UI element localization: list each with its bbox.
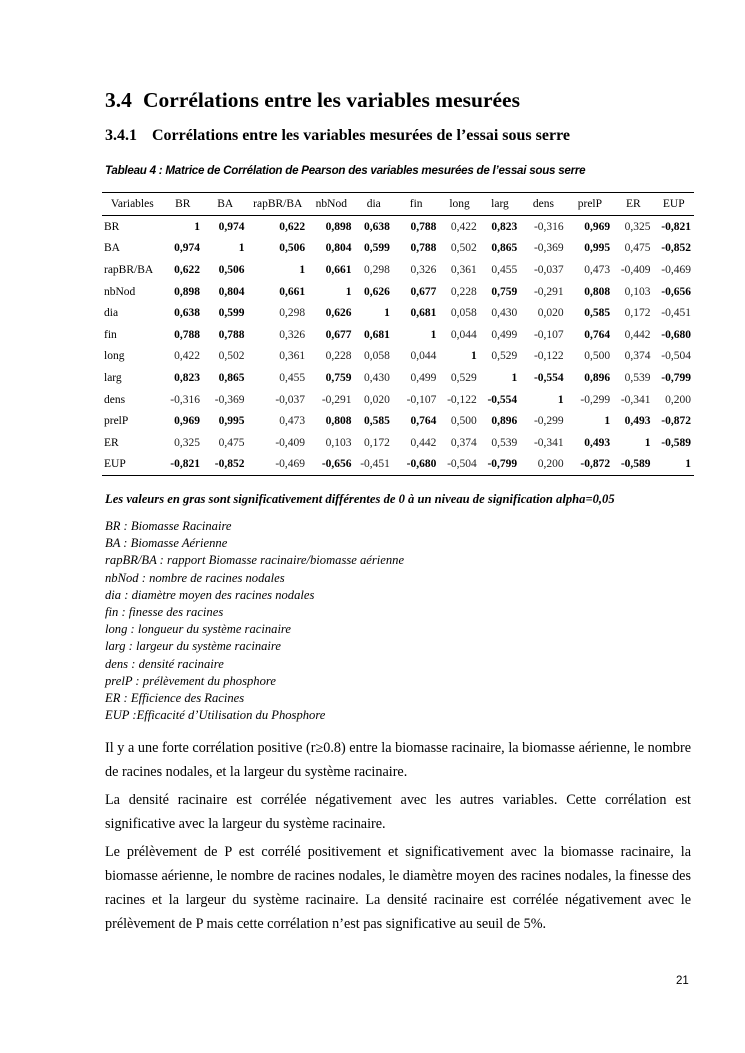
correlation-cell: 0,622 (174, 263, 201, 276)
legend-item: prelP : prélèvement du phosphore (105, 673, 276, 688)
correlation-cell: 0,020 (364, 393, 390, 406)
correlation-cell: 1 (238, 242, 245, 255)
correlation-cell: 0,896 (491, 415, 518, 428)
section-heading (105, 88, 520, 113)
row-label: prelP (104, 415, 129, 428)
correlation-cell: 0,788 (410, 220, 437, 233)
legend-item: nbNod : nombre de racines nodales (105, 570, 285, 585)
correlation-cell: 0,539 (624, 371, 651, 384)
table-row (102, 454, 694, 476)
correlation-cell: 0,475 (218, 436, 245, 449)
correlation-cell: 0,499 (491, 328, 518, 341)
legend-item: EUP :Efficacité d’Utilisation du Phosphore (105, 708, 326, 723)
correlation-cell: 0,103 (624, 285, 651, 298)
correlation-cell: 0,865 (491, 242, 518, 255)
legend-item: BR : Biomasse Racinaire (105, 519, 232, 533)
correlation-cell: 1 (471, 350, 477, 363)
correlation-cell: -0,821 (163, 454, 203, 476)
correlation-cell: 0,759 (325, 371, 352, 384)
correlation-cell: -0,680 (393, 454, 439, 476)
correlation-cell: -0,341 (620, 393, 651, 406)
correlation-cell: 0,788 (218, 328, 245, 341)
paragraph-1: Il y a une forte corrélation positive (r≥0.8) entre la biomasse racinaire, la biomasse aérienne, le nombre de racines nodales, et la largeur du système racinaire. (105, 740, 691, 780)
correlation-cell: 1 (299, 263, 306, 276)
correlation-cell: 0,764 (584, 328, 611, 341)
correlation-cell: 0,681 (410, 307, 437, 320)
column-header: prelP (567, 193, 613, 216)
correlation-cell: 0,585 (584, 307, 611, 320)
table-row (102, 324, 694, 346)
correlation-cell: 0,898 (174, 285, 201, 298)
correlation-cell: 0,823 (174, 371, 201, 384)
correlation-cell: -0,409 (620, 263, 651, 276)
column-header: ER (613, 193, 653, 216)
correlation-cell: -0,656 (308, 454, 354, 476)
table-row (102, 216, 694, 238)
correlation-matrix-table (102, 192, 694, 476)
correlation-cell: -0,291 (533, 285, 564, 298)
column-header: nbNod (308, 193, 354, 216)
table-row (102, 302, 694, 324)
section-number: 3.4 (105, 88, 132, 112)
abbreviations-legend (105, 518, 404, 724)
correlation-cell: 0,969 (174, 415, 201, 428)
row-label: ER (104, 436, 119, 449)
correlation-cell: -0,680 (661, 328, 691, 341)
correlation-cell: -0,299 (580, 393, 611, 406)
correlation-cell: 0,298 (364, 263, 390, 276)
column-header: BR (163, 193, 203, 216)
column-header: long (439, 193, 479, 216)
table-header-row (102, 193, 694, 216)
correlation-cell: 1 (194, 220, 201, 233)
correlation-cell: 1 (430, 328, 437, 341)
correlation-cell: -0,107 (406, 393, 437, 406)
correlation-cell: 0,506 (279, 242, 306, 255)
row-label: fin (104, 328, 117, 341)
table-row (102, 432, 694, 454)
correlation-cell: 0,430 (364, 371, 390, 384)
correlation-cell: 0,493 (584, 436, 611, 449)
correlation-cell: 0,808 (325, 415, 352, 428)
correlation-cell: -0,504 (439, 454, 479, 476)
correlation-cell: 0,804 (218, 285, 245, 298)
correlation-cell: 0,638 (364, 220, 390, 233)
correlation-cell: 1 (557, 393, 564, 406)
correlation-cell: 0,442 (624, 328, 651, 341)
correlation-cell: 1 (511, 371, 518, 384)
column-header: rapBR/BA (247, 193, 308, 216)
correlation-cell: 0,325 (174, 436, 201, 449)
correlation-cell: 0,044 (410, 350, 437, 363)
legend-item: dia : diamètre moyen des racines nodales (105, 587, 315, 602)
correlation-cell: 0,599 (364, 242, 390, 255)
correlation-cell: -0,316 (533, 220, 564, 233)
correlation-cell: 0,430 (491, 307, 518, 320)
legend-item: larg : largeur du système racinaire (105, 639, 281, 654)
correlation-cell: 0,823 (491, 220, 518, 233)
correlation-cell: 0,228 (450, 285, 477, 298)
row-label: BR (104, 220, 120, 233)
correlation-cell: 0,374 (624, 350, 651, 363)
correlation-cell: 0,764 (410, 415, 437, 428)
correlation-cell: 0,599 (218, 307, 245, 320)
correlation-cell: 0,539 (491, 436, 518, 449)
correlation-cell: -0,852 (203, 454, 247, 476)
page-number: 21 (676, 975, 689, 987)
correlation-cell: 0,473 (279, 415, 306, 428)
row-label: dens (104, 393, 126, 406)
table-row (102, 281, 694, 303)
correlation-cell: 0,529 (491, 350, 518, 363)
column-header-variables: Variables (102, 193, 163, 216)
correlation-cell: 0,788 (174, 328, 201, 341)
correlation-cell: 0,475 (624, 242, 651, 255)
correlation-cell: -0,821 (661, 220, 691, 233)
correlation-cell: 0,622 (279, 220, 306, 233)
correlation-cell: 0,759 (491, 285, 518, 298)
correlation-cell: 0,626 (364, 285, 390, 298)
subsection-title: Corrélations entre les variables mesurées de l’essai sous serre (152, 127, 570, 144)
correlation-cell: -0,409 (275, 436, 306, 449)
legend-item: BA : Biomasse Aérienne (105, 536, 228, 551)
correlation-cell: 0,788 (410, 242, 437, 255)
row-label: larg (104, 371, 122, 384)
correlation-cell: -0,451 (355, 454, 393, 476)
correlation-cell: -0,554 (533, 371, 564, 384)
correlation-cell: 0,974 (218, 220, 245, 233)
correlation-cell: -0,504 (661, 350, 691, 363)
correlation-cell: 0,200 (665, 393, 691, 406)
correlation-cell: 0,422 (174, 350, 201, 363)
correlation-cell: 0,374 (450, 436, 477, 449)
correlation-cell: -0,469 (247, 454, 308, 476)
table-caption: Tableau 4 : Matrice de Corrélation de Pearson des variables mesurées de l’essai sous serre (105, 164, 586, 177)
correlation-cell: 0,677 (325, 328, 352, 341)
correlation-cell: -0,122 (447, 393, 477, 406)
correlation-cell: 0,681 (364, 328, 390, 341)
correlation-cell: 0,995 (218, 415, 245, 428)
correlation-cell: -0,451 (661, 307, 691, 320)
correlation-cell: -0,799 (480, 454, 520, 476)
paragraph-3: Le prélèvement de P est corrélé positivement et significativement avec la biomasse racinaire, la biomasse aérienne, le nombre de racines nodales, le diamètre moyen des racines nodales, la finesse des racines et la largeur du système racinaire. La densité racinaire est corrélée négativement avec le prélèvement de P mais cette corrélation n’est pas significative au seuil de 5%. (105, 844, 691, 932)
row-label: dia (104, 307, 119, 320)
correlation-cell: -0,852 (661, 242, 691, 255)
correlation-cell: 0,044 (450, 328, 477, 341)
row-label: long (104, 350, 125, 363)
correlation-cell: 0,058 (450, 307, 477, 320)
correlation-cell: 0,455 (491, 263, 518, 276)
correlation-cell: 0,500 (450, 415, 477, 428)
correlation-cell: 0,661 (279, 285, 306, 298)
correlation-cell: 1 (654, 454, 694, 476)
correlation-cell: 0,455 (279, 371, 306, 384)
table-row (102, 389, 694, 411)
section-title: Corrélations entre les variables mesurées (143, 88, 520, 112)
correlation-cell: 0,969 (584, 220, 611, 233)
row-label: EUP (102, 454, 163, 476)
correlation-cell: -0,656 (661, 285, 691, 298)
correlation-cell: -0,037 (533, 263, 564, 276)
correlation-cell: 0,626 (325, 307, 352, 320)
row-label: nbNod (104, 285, 136, 298)
table-body (102, 216, 694, 476)
correlation-cell: 1 (345, 285, 352, 298)
correlation-cell: 0,898 (325, 220, 352, 233)
row-label: BA (104, 242, 120, 255)
legend-item: long : longueur du système racinaire (105, 622, 291, 637)
correlation-cell: -0,554 (487, 393, 518, 406)
correlation-cell: 0,020 (537, 307, 564, 320)
correlation-cell: 0,500 (584, 350, 611, 363)
correlation-cell: 0,172 (624, 307, 651, 320)
correlation-cell: -0,316 (170, 393, 201, 406)
correlation-cell: 0,677 (410, 285, 437, 298)
subsection-number: 3.4.1 (105, 127, 137, 144)
correlation-cell: -0,469 (661, 263, 691, 276)
correlation-cell: -0,872 (661, 415, 691, 428)
correlation-cell: -0,799 (661, 371, 691, 384)
correlation-cell: 0,298 (279, 307, 306, 320)
correlation-cell: 0,499 (410, 371, 437, 384)
correlation-cell: -0,872 (567, 454, 613, 476)
correlation-cell: -0,037 (275, 393, 306, 406)
correlation-cell: 0,326 (279, 328, 306, 341)
correlation-cell: 0,529 (450, 371, 477, 384)
correlation-cell: 0,661 (325, 263, 352, 276)
correlation-cell: 0,502 (218, 350, 245, 363)
table-row (102, 346, 694, 368)
column-header: EUP (654, 193, 694, 216)
table-row (102, 259, 694, 281)
correlation-cell: -0,107 (533, 328, 564, 341)
correlation-cell: -0,589 (613, 454, 653, 476)
legend-item: dens : densité racinaire (105, 656, 224, 671)
column-header: dia (355, 193, 393, 216)
legend-item: rapBR/BA : rapport Biomasse racinaire/biomasse aérienne (105, 553, 405, 568)
correlation-cell: 0,506 (218, 263, 245, 276)
column-header: fin (393, 193, 439, 216)
correlation-cell: 0,058 (364, 350, 390, 363)
correlation-cell: 0,995 (584, 242, 611, 255)
correlation-cell: 0,804 (325, 242, 352, 255)
table-row (102, 367, 694, 389)
legend-item: ER : Efficience des Racines (105, 691, 245, 706)
correlation-cell: 1 (644, 436, 651, 449)
correlation-cell: -0,291 (321, 393, 352, 406)
correlation-cell: 0,326 (410, 263, 437, 276)
correlation-cell: 0,865 (218, 371, 245, 384)
correlation-cell: 0,493 (624, 415, 651, 428)
correlation-cell: 0,442 (410, 436, 437, 449)
correlation-cell: 0,200 (520, 454, 566, 476)
correlation-cell: 0,325 (624, 220, 651, 233)
correlation-cell: -0,122 (533, 350, 564, 363)
correlation-cell: -0,589 (661, 436, 691, 449)
correlation-cell: 0,473 (584, 263, 611, 276)
legend-item: fin : finesse des racines (105, 605, 224, 620)
significance-note: Les valeurs en gras sont significativement différentes de 0 à un niveau de signification alpha=0,05 (105, 492, 615, 506)
column-header: dens (520, 193, 566, 216)
correlation-cell: 1 (604, 415, 611, 428)
correlation-cell: 0,228 (325, 350, 352, 363)
correlation-cell: 0,502 (450, 242, 477, 255)
correlation-cell: 0,585 (364, 415, 390, 428)
column-header: BA (203, 193, 247, 216)
correlation-cell: 0,896 (584, 371, 611, 384)
correlation-cell: 0,808 (584, 285, 611, 298)
paragraph-2: La densité racinaire est corrélée négativement avec les autres variables. Cette corrélation est significative avec la largeur du système racinaire. (105, 792, 691, 832)
correlation-cell: 0,361 (279, 350, 306, 363)
column-header: larg (480, 193, 520, 216)
table-row (102, 410, 694, 432)
correlation-cell: 0,361 (450, 263, 477, 276)
correlation-cell: -0,299 (533, 415, 564, 428)
correlation-cell: -0,369 (533, 242, 564, 255)
correlation-cell: 0,422 (450, 220, 477, 233)
correlation-cell: -0,341 (533, 436, 564, 449)
row-label: rapBR/BA (104, 263, 154, 276)
subsection-heading (105, 127, 570, 145)
correlation-cell: 1 (384, 307, 390, 320)
correlation-cell: -0,369 (214, 393, 245, 406)
correlation-cell: 0,103 (325, 436, 352, 449)
correlation-cell: 0,974 (174, 242, 201, 255)
table-row (102, 238, 694, 260)
correlation-cell: 0,172 (364, 436, 390, 449)
correlation-cell: 0,638 (174, 307, 201, 320)
